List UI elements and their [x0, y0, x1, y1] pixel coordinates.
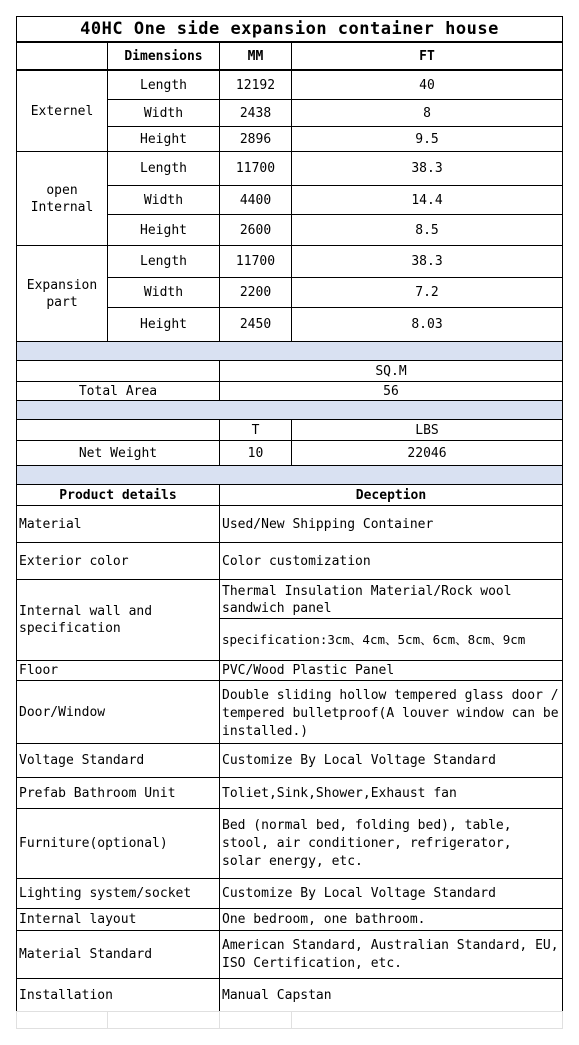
- detail-value: Toliet,Sink,Shower,Exhaust fan: [219, 777, 563, 809]
- area-value: 56: [219, 381, 563, 401]
- header-dimensions: Dimensions: [107, 42, 220, 70]
- detail-value: Customize By Local Voltage Standard: [219, 878, 563, 909]
- dim-label: Height: [107, 307, 220, 342]
- detail-value-specification: specification:3cm、4cm、5cm、6cm、8cm、9cm: [219, 618, 563, 661]
- dim-label: Width: [107, 277, 220, 308]
- dim-label: Length: [107, 245, 220, 278]
- dim-ft: 9.5: [291, 126, 563, 152]
- dim-label: Length: [107, 151, 220, 186]
- detail-label: Material: [16, 505, 220, 543]
- separator-band: [16, 341, 563, 361]
- header-ft: FT: [291, 42, 563, 70]
- dim-mm: 2450: [219, 307, 292, 342]
- details-header-deception: Deception: [219, 484, 563, 506]
- dim-label: Width: [107, 99, 220, 127]
- weight-t: 10: [219, 440, 292, 466]
- detail-value: Used/New Shipping Container: [219, 505, 563, 543]
- detail-value: Color customization: [219, 542, 563, 580]
- group-externel: Externel: [16, 70, 108, 152]
- weight-unit-lbs: LBS: [291, 419, 563, 441]
- dim-ft: 38.3: [291, 245, 563, 278]
- details-header-product: Product details: [16, 484, 220, 506]
- dim-mm: 11700: [219, 245, 292, 278]
- empty-grid-cell: [107, 1011, 220, 1029]
- dim-mm: 12192: [219, 70, 292, 100]
- detail-label: Internal layout: [16, 908, 220, 931]
- dim-ft: 8.5: [291, 214, 563, 246]
- dim-ft: 40: [291, 70, 563, 100]
- detail-value: Bed (normal bed, folding bed), table, stool, air conditioner, refrigerator, solar energy, etc.: [219, 808, 563, 879]
- area-unit: SQ.M: [219, 360, 563, 382]
- detail-value: American Standard, Australian Standard, EU, ISO Certification, etc.: [219, 930, 563, 979]
- sheet-title: 40HC One side expansion container house: [16, 16, 563, 42]
- detail-label: Door/Window: [16, 680, 220, 744]
- header-blank-cell: [16, 42, 108, 70]
- empty-grid-cell: [291, 1011, 563, 1029]
- detail-label: Prefab Bathroom Unit: [16, 777, 220, 809]
- dim-mm: 2896: [219, 126, 292, 152]
- detail-label: Exterior color: [16, 542, 220, 580]
- dim-ft: 8.03: [291, 307, 563, 342]
- weight-blank-cell: [16, 419, 220, 441]
- weight-unit-t: T: [219, 419, 292, 441]
- detail-label: Internal wall and specification: [16, 579, 220, 661]
- dim-label: Height: [107, 214, 220, 246]
- detail-value: Thermal Insulation Material/Rock wool sandwich panel: [219, 579, 563, 619]
- dim-mm: 11700: [219, 151, 292, 186]
- detail-value: Customize By Local Voltage Standard: [219, 743, 563, 778]
- detail-label: Installation: [16, 978, 220, 1012]
- detail-label: Voltage Standard: [16, 743, 220, 778]
- detail-label: Floor: [16, 660, 220, 681]
- detail-label: Lighting system/socket: [16, 878, 220, 909]
- detail-value: Manual Capstan: [219, 978, 563, 1012]
- weight-label: Net Weight: [16, 440, 220, 466]
- detail-label: Furniture(optional): [16, 808, 220, 879]
- detail-value: One bedroom, one bathroom.: [219, 908, 563, 931]
- group-open-internal: open Internal: [16, 151, 108, 246]
- weight-lbs: 22046: [291, 440, 563, 466]
- dim-ft: 7.2: [291, 277, 563, 308]
- empty-grid-cell: [219, 1011, 292, 1029]
- dim-ft: 38.3: [291, 151, 563, 186]
- dim-label: Width: [107, 185, 220, 215]
- separator-band: [16, 400, 563, 420]
- detail-value: Double sliding hollow tempered glass door / tempered bulletproof(A louver window can be installed.): [219, 680, 563, 744]
- detail-label: Material Standard: [16, 930, 220, 979]
- separator-band: [16, 465, 563, 485]
- dim-mm: 2200: [219, 277, 292, 308]
- dim-label: Height: [107, 126, 220, 152]
- dim-label: Length: [107, 70, 220, 100]
- detail-value: PVC/Wood Plastic Panel: [219, 660, 563, 681]
- area-label: Total Area: [16, 381, 220, 401]
- dim-mm: 4400: [219, 185, 292, 215]
- area-blank-cell: [16, 360, 220, 382]
- empty-grid-cell: [16, 1011, 108, 1029]
- dim-ft: 14.4: [291, 185, 563, 215]
- group-expansion-part: Expansion part: [16, 245, 108, 342]
- header-mm: MM: [219, 42, 292, 70]
- dim-mm: 2438: [219, 99, 292, 127]
- dim-mm: 2600: [219, 214, 292, 246]
- dim-ft: 8: [291, 99, 563, 127]
